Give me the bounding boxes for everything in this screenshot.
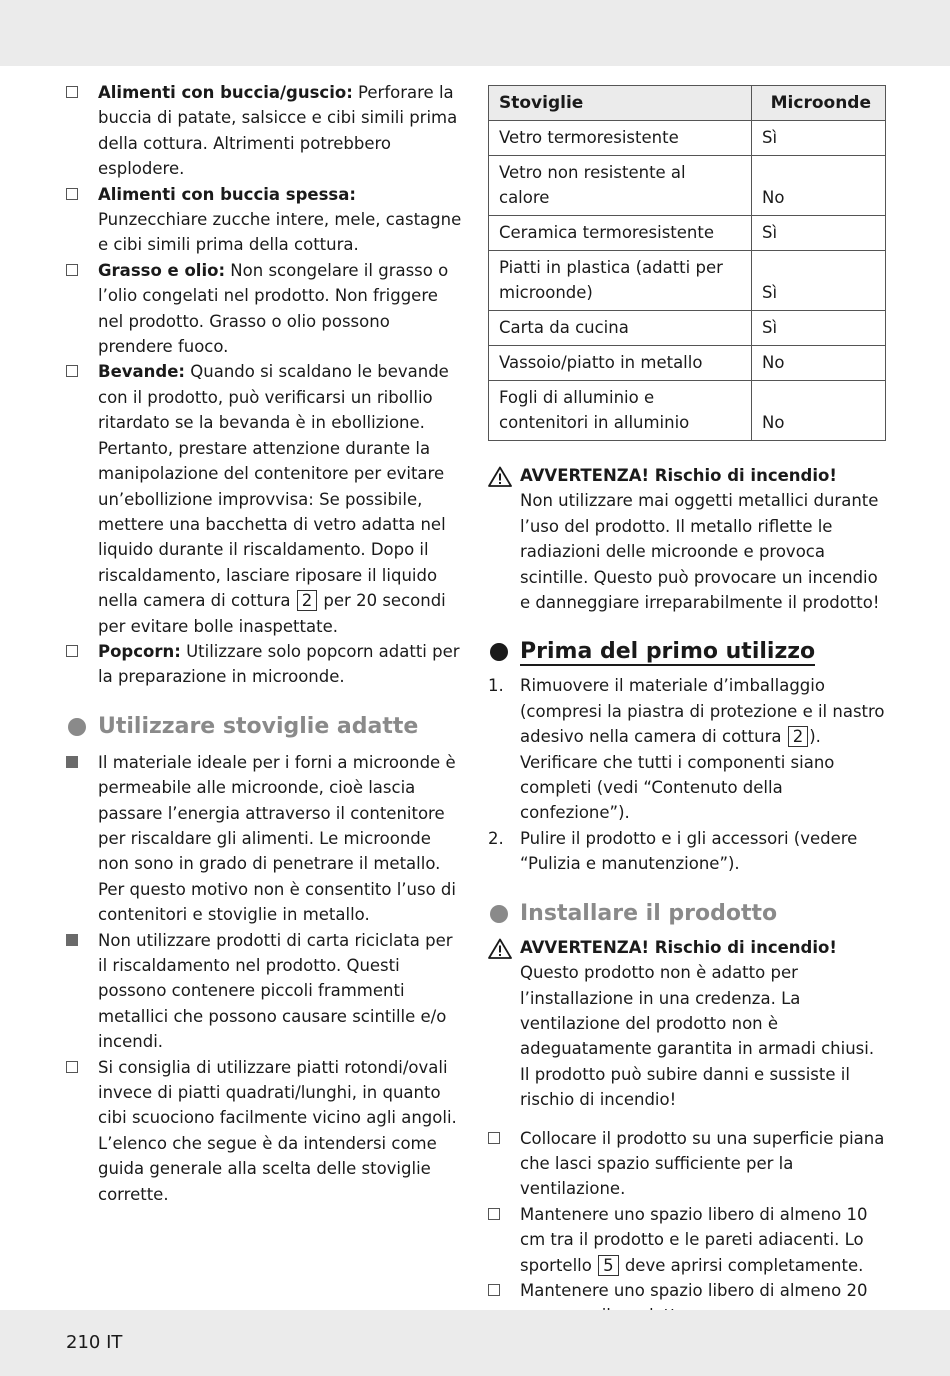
list-item — [488, 1202, 888, 1278]
item-text: Mantenere uno spazio libero di almeno 20 — [520, 1280, 868, 1300]
list-item — [66, 182, 466, 258]
bullet-circle-icon — [68, 718, 86, 736]
list-item — [66, 750, 466, 928]
table-cell: Sì — [752, 251, 886, 311]
table-cell: Piatti in plastica (adatti per microonde) — [489, 251, 752, 311]
warning-triangle-icon — [488, 938, 512, 959]
table-cell: Sì — [752, 216, 886, 251]
checkbox-icon — [66, 365, 78, 377]
bullet-circle-icon — [490, 905, 508, 923]
section-heading — [488, 637, 888, 667]
item-text: Collocare il prodotto su una superficie piana che lasci spazio sufficiente per la ventilazione. — [520, 1128, 885, 1199]
item-text: deve aprirsi completamente. — [619, 1255, 864, 1275]
checkbox-icon — [66, 645, 78, 657]
table-cell: Sì — [752, 311, 886, 346]
step-text: Rimuovere il materiale d’imballaggio (compresi la piastra di protezione e il nastro adesivo nella camera di cottura — [520, 676, 885, 747]
warning-title: AVVERTENZA! Rischio di incendio! — [520, 937, 837, 957]
item-text: Perforare la buccia di patate, salsicce e cibi simili prima della cottura. Altrimenti potrebbero esplodere. — [98, 83, 458, 179]
table-cell: Ceramica termoresistente — [489, 216, 752, 251]
numbered-step — [488, 673, 888, 825]
checkbox-icon — [66, 86, 78, 98]
item-title: Popcorn: — [98, 641, 181, 661]
item-title: Alimenti con buccia/guscio: — [98, 83, 353, 102]
item-text: per 20 secondi per evitare bolle inaspettate. — [98, 591, 446, 636]
table-row — [489, 311, 886, 346]
reference-number: 2 — [788, 726, 809, 747]
table-cell: Vassoio/piatto in metallo — [489, 346, 752, 381]
bottom-band — [0, 1310, 950, 1376]
table-cell: Vetro non resistente al calore — [489, 156, 752, 216]
item-text: Quando si scaldano le bevande con il prodotto, può verificarsi un ribollio ritardato se la bevanda è in ebollizione. Pertanto, prestare attenzione durante la manipolazione del contenitore per evitare un’ebollizione improvvisa: Se possibile, mettere una bacchetta di vetro adatta nel liquido durante il riscaldamento. Dopo il riscaldamento, lasciare riposare il liquido nella camera di cottura — [98, 362, 449, 611]
table-header: Stoviglie — [489, 86, 752, 121]
list-item — [66, 359, 466, 638]
list-item — [66, 80, 466, 182]
table-cell: Sì — [752, 121, 886, 156]
table-row — [489, 216, 886, 251]
table-cell: No — [752, 381, 886, 441]
warning-block — [488, 935, 888, 1113]
checkbox-icon — [488, 1208, 500, 1220]
item-text: Mantenere uno spazio libero di almeno 10 cm tra il prodotto e le pareti adiacenti. Lo sportello — [520, 1204, 868, 1275]
section-heading-text: Prima del primo utilizzo — [520, 639, 816, 665]
item-text: Non utilizzare prodotti di carta riciclata per il riscaldamento nel prodotto. Questi possono contenere piccoli frammenti metallici che possono causare scintille e/o incendi. — [98, 930, 453, 1052]
item-text: Punzecchiare zucche intere, mele, castagne e cibi simili prima della cottura. — [98, 210, 462, 255]
left-column — [66, 80, 466, 1207]
item-text: Si consiglia di utilizzare piatti rotondi/ovali invece di piatti quadrati/lunghi, in quanto cibi scuociono facilmente vicino agli angoli. L’elenco che segue è da intendersi come guida generale alla scelta delle stoviglie corrette. — [98, 1057, 457, 1204]
table-cell: No — [752, 346, 886, 381]
table-cell: Vetro termoresistente — [489, 121, 752, 156]
step-number: 1. — [488, 676, 504, 696]
reference-number: 2 — [297, 590, 318, 611]
list-item — [66, 258, 466, 360]
item-text: Non scongelare il grasso o l’olio congelati nel prodotto. Non friggere nel prodotto. Grasso o olio possono prendere fuoco. — [98, 260, 449, 357]
list-item — [488, 1126, 888, 1202]
item-title: Alimenti con buccia spessa: — [98, 184, 356, 204]
section-heading-text: Installare il prodotto — [520, 900, 778, 926]
item-text: Il materiale ideale per i forni a microonde è permeabile alle microonde, cioè lascia passare l’energia attraverso il contenitore per riscaldare gli alimenti. Le microonde non sono in grado di penetrare il metallo. Per questo motivo non è consentito l’uso di contenitori e stoviglie in metallo. — [98, 752, 456, 925]
section-heading — [488, 899, 888, 929]
tableware-table — [488, 85, 886, 441]
item-title: Grasso e olio: — [98, 260, 226, 280]
step-text: Pulire il prodotto e i gli accessori (vedere “Pulizia e manutenzione”). — [520, 828, 858, 874]
step-text: ). Verificare che tutti i componenti siano completi (vedi “Contenuto della confezione”). — [520, 727, 835, 823]
square-bullet-icon — [66, 934, 78, 946]
checkbox-icon — [66, 264, 78, 276]
table-row — [489, 121, 886, 156]
top-band — [0, 0, 950, 66]
table-header-row — [489, 86, 886, 121]
warning-title: AVVERTENZA! Rischio di incendio! — [520, 466, 837, 485]
step-number: 2. — [488, 828, 504, 848]
table-cell: Fogli di alluminio e contenitori in alluminio — [489, 381, 752, 441]
list-item — [66, 639, 466, 690]
checkbox-icon — [488, 1284, 500, 1296]
item-title: Bevande: — [98, 362, 186, 382]
warning-triangle-icon — [488, 466, 512, 487]
checkbox-icon — [488, 1132, 500, 1144]
table-cell: Carta da cucina — [489, 311, 752, 346]
right-column — [488, 85, 888, 1329]
checkbox-icon — [66, 188, 78, 200]
page-number: 210 IT — [66, 1332, 123, 1353]
list-item — [66, 1055, 466, 1207]
warning-text: Non utilizzare mai oggetti metallici durante l’uso del prodotto. Il metallo riflette le radiazioni delle microonde e provoca scintille. Questo può provocare un incendio e danneggiare irreparabilmente il prodotto! — [520, 491, 880, 613]
table-header: Microonde — [752, 86, 886, 121]
table-row — [489, 346, 886, 381]
reference-number: 5 — [598, 1255, 619, 1276]
table-cell: No — [752, 156, 886, 216]
bullet-circle-icon — [490, 643, 508, 661]
warning-text: Questo prodotto non è adatto per l’installazione in una credenza. La ventilazione del prodotto non è adeguatamente garantita in armadi chiusi. Il prodotto può subire danni e sussiste il rischio di incendio! — [520, 963, 875, 1110]
section-heading-text: Utilizzare stoviglie adatte — [98, 713, 419, 739]
table-row — [489, 381, 886, 441]
numbered-step — [488, 826, 888, 877]
item-text: Utilizzare solo popcorn adatti per la preparazione in microonde. — [98, 641, 460, 687]
square-bullet-icon — [66, 756, 78, 768]
checkbox-icon — [66, 1061, 78, 1073]
table-row — [489, 251, 886, 311]
table-row — [489, 156, 886, 216]
section-heading — [66, 712, 466, 742]
warning-block — [488, 463, 888, 615]
list-item — [66, 928, 466, 1055]
